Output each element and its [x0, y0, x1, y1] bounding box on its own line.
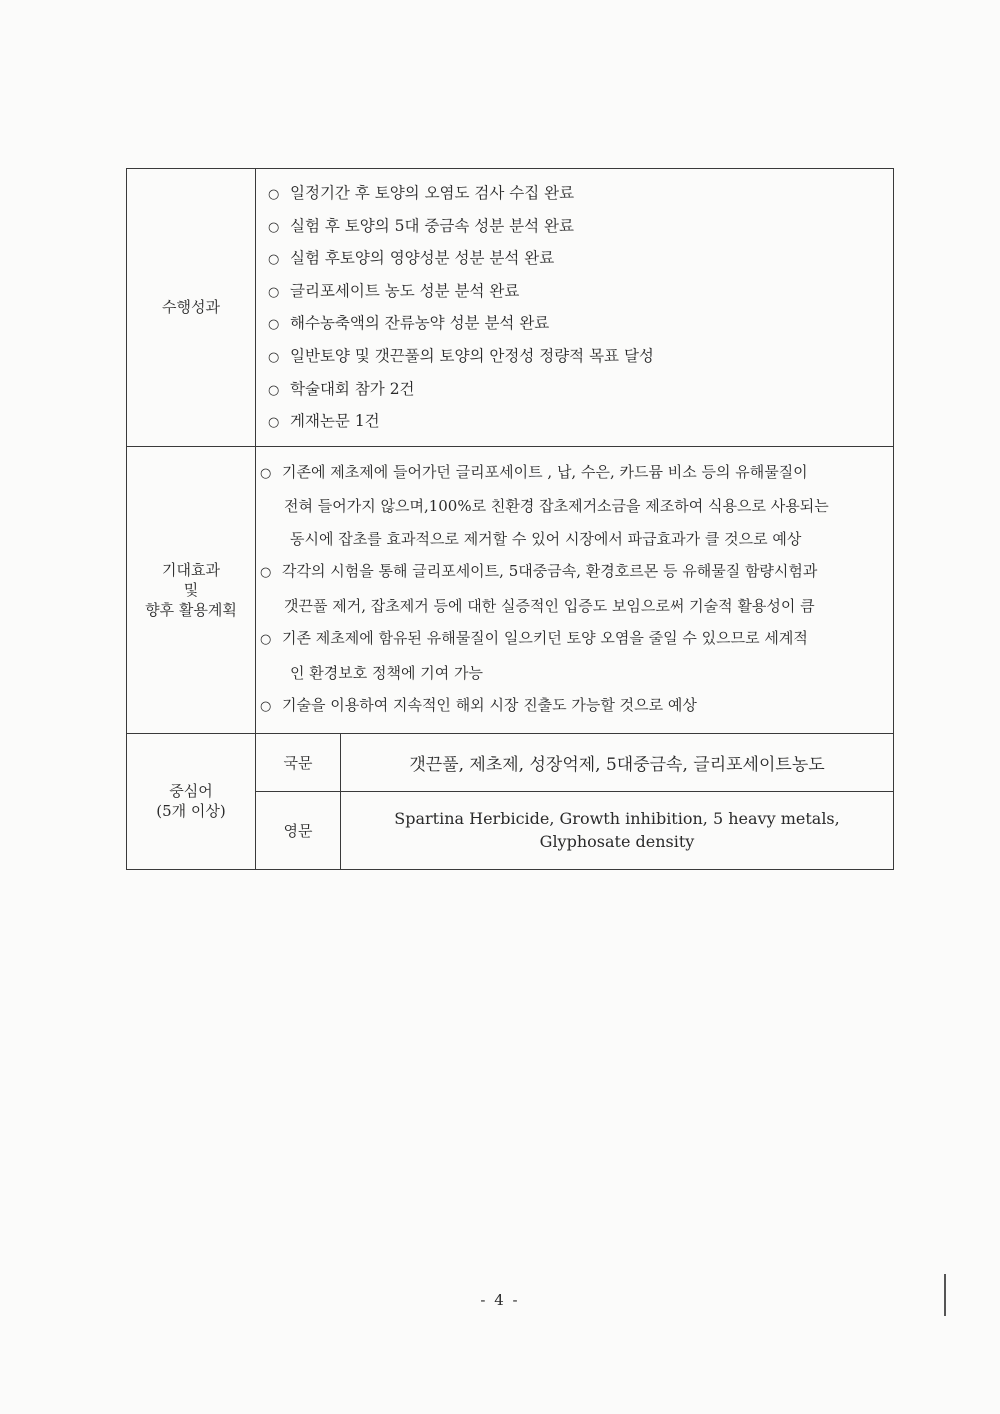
- circle-bullet-icon: ○: [268, 252, 280, 268]
- keywords-korean-value: 갯끈풀, 제초제, 성장억제, 5대중금속, 글리포세이트농도: [341, 733, 894, 791]
- circle-bullet-icon: ○: [268, 187, 280, 202]
- circle-bullet-icon: ○: [260, 565, 272, 581]
- effect-line-continuation: 전혀 들어가지 않으며,100%로 친환경 잡초제거소금을 제조하여 식용으로 사용되는: [284, 497, 829, 516]
- effect-line-continuation: 인 환경보호 정책에 기여 가능: [290, 663, 483, 682]
- circle-bullet-icon: ○: [260, 632, 272, 648]
- effects-row: [127, 446, 894, 733]
- page-number: - 4 -: [480, 1291, 520, 1309]
- circle-bullet-icon: ○: [260, 465, 272, 481]
- effects-label-line2: 및: [183, 580, 199, 599]
- circle-bullet-icon: ○: [268, 284, 280, 300]
- effects-label-line3: 향후 활용계획: [145, 600, 237, 619]
- keywords-english-value: [341, 791, 894, 869]
- performance-label: 수행성과: [162, 298, 220, 317]
- effect-line: ○ 기존 제초제에 함유된 유해물질이 일으키던 토양 오염을 줄일 수 있으므로 세계적: [260, 622, 889, 657]
- effect-line-continuation: 갯끈풀 제거, 잡초제거 등에 대한 실증적인 입증도 보임으로써 기술적 활용성이 큼: [284, 596, 815, 615]
- performance-content: [256, 169, 894, 447]
- effect-line: ○ 기존에 제초제에 들어가던 글리포세이트 , 납, 수은, 카드뮴 비소 등의 유해물질이: [260, 456, 889, 491]
- effects-label-line1: 기대효과: [162, 560, 220, 579]
- effect-line: ○ 각각의 시험을 통해 글리포세이트, 5대중금속, 환경호르몬 등 유해물질 함량시험과: [260, 555, 889, 590]
- keywords-english-line2: Glyphosate density: [539, 832, 695, 852]
- circle-bullet-icon: ○: [268, 317, 280, 333]
- list-item: ○ 일정기간 후 토양의 오염도 검사 수집 완료: [264, 177, 889, 210]
- keywords-english-label: 영문: [256, 791, 341, 869]
- list-item: ○ 일반토양 및 갯끈풀의 토양의 안정성 정량적 목표 달성: [264, 340, 889, 373]
- circle-bullet-icon: ○: [260, 699, 272, 715]
- effect-line: ○ 기술을 이용하여 지속적인 해외 시장 진출도 가능할 것으로 예상: [260, 689, 889, 724]
- effects-content: [256, 446, 894, 733]
- circle-bullet-icon: ○: [268, 382, 280, 398]
- keywords-label-cell: [127, 733, 256, 869]
- list-item: ○ 실험 후토양의 영양성분 성분 분석 완료: [264, 242, 889, 275]
- performance-row: [127, 169, 894, 447]
- list-item: ○ 글리포세이트 농도 성분 분석 완료: [264, 275, 889, 308]
- keywords-korean-label: 국문: [256, 733, 341, 791]
- keywords-english-line1: Spartina Herbicide, Growth inhibition, 5 heavy metals,: [394, 809, 840, 829]
- keywords-label-line2: (5개 이상): [156, 802, 226, 821]
- keywords-korean-row: [127, 733, 894, 791]
- list-item: ○ 실험 후 토양의 5대 중금속 성분 분석 완료: [264, 210, 889, 243]
- effect-line-continuation: 동시에 잡초를 효과적으로 제거할 수 있어 시장에서 파급효과가 클 것으로 예상: [290, 529, 802, 548]
- keywords-label-line1: 중심어: [169, 782, 213, 801]
- scan-edge-mark: [944, 1274, 946, 1316]
- circle-bullet-icon: ○: [268, 349, 280, 365]
- circle-bullet-icon: ○: [268, 415, 280, 431]
- list-item: ○ 게재논문 1건: [264, 405, 889, 438]
- list-item: ○ 해수농축액의 잔류농약 성분 분석 완료: [264, 307, 889, 340]
- performance-list: [264, 177, 889, 438]
- list-item: ○ 학술대회 참가 2건: [264, 373, 889, 406]
- circle-bullet-icon: ○: [268, 219, 280, 235]
- effects-label-cell: [127, 446, 256, 733]
- performance-label-cell: [127, 169, 256, 447]
- summary-table: [126, 168, 894, 870]
